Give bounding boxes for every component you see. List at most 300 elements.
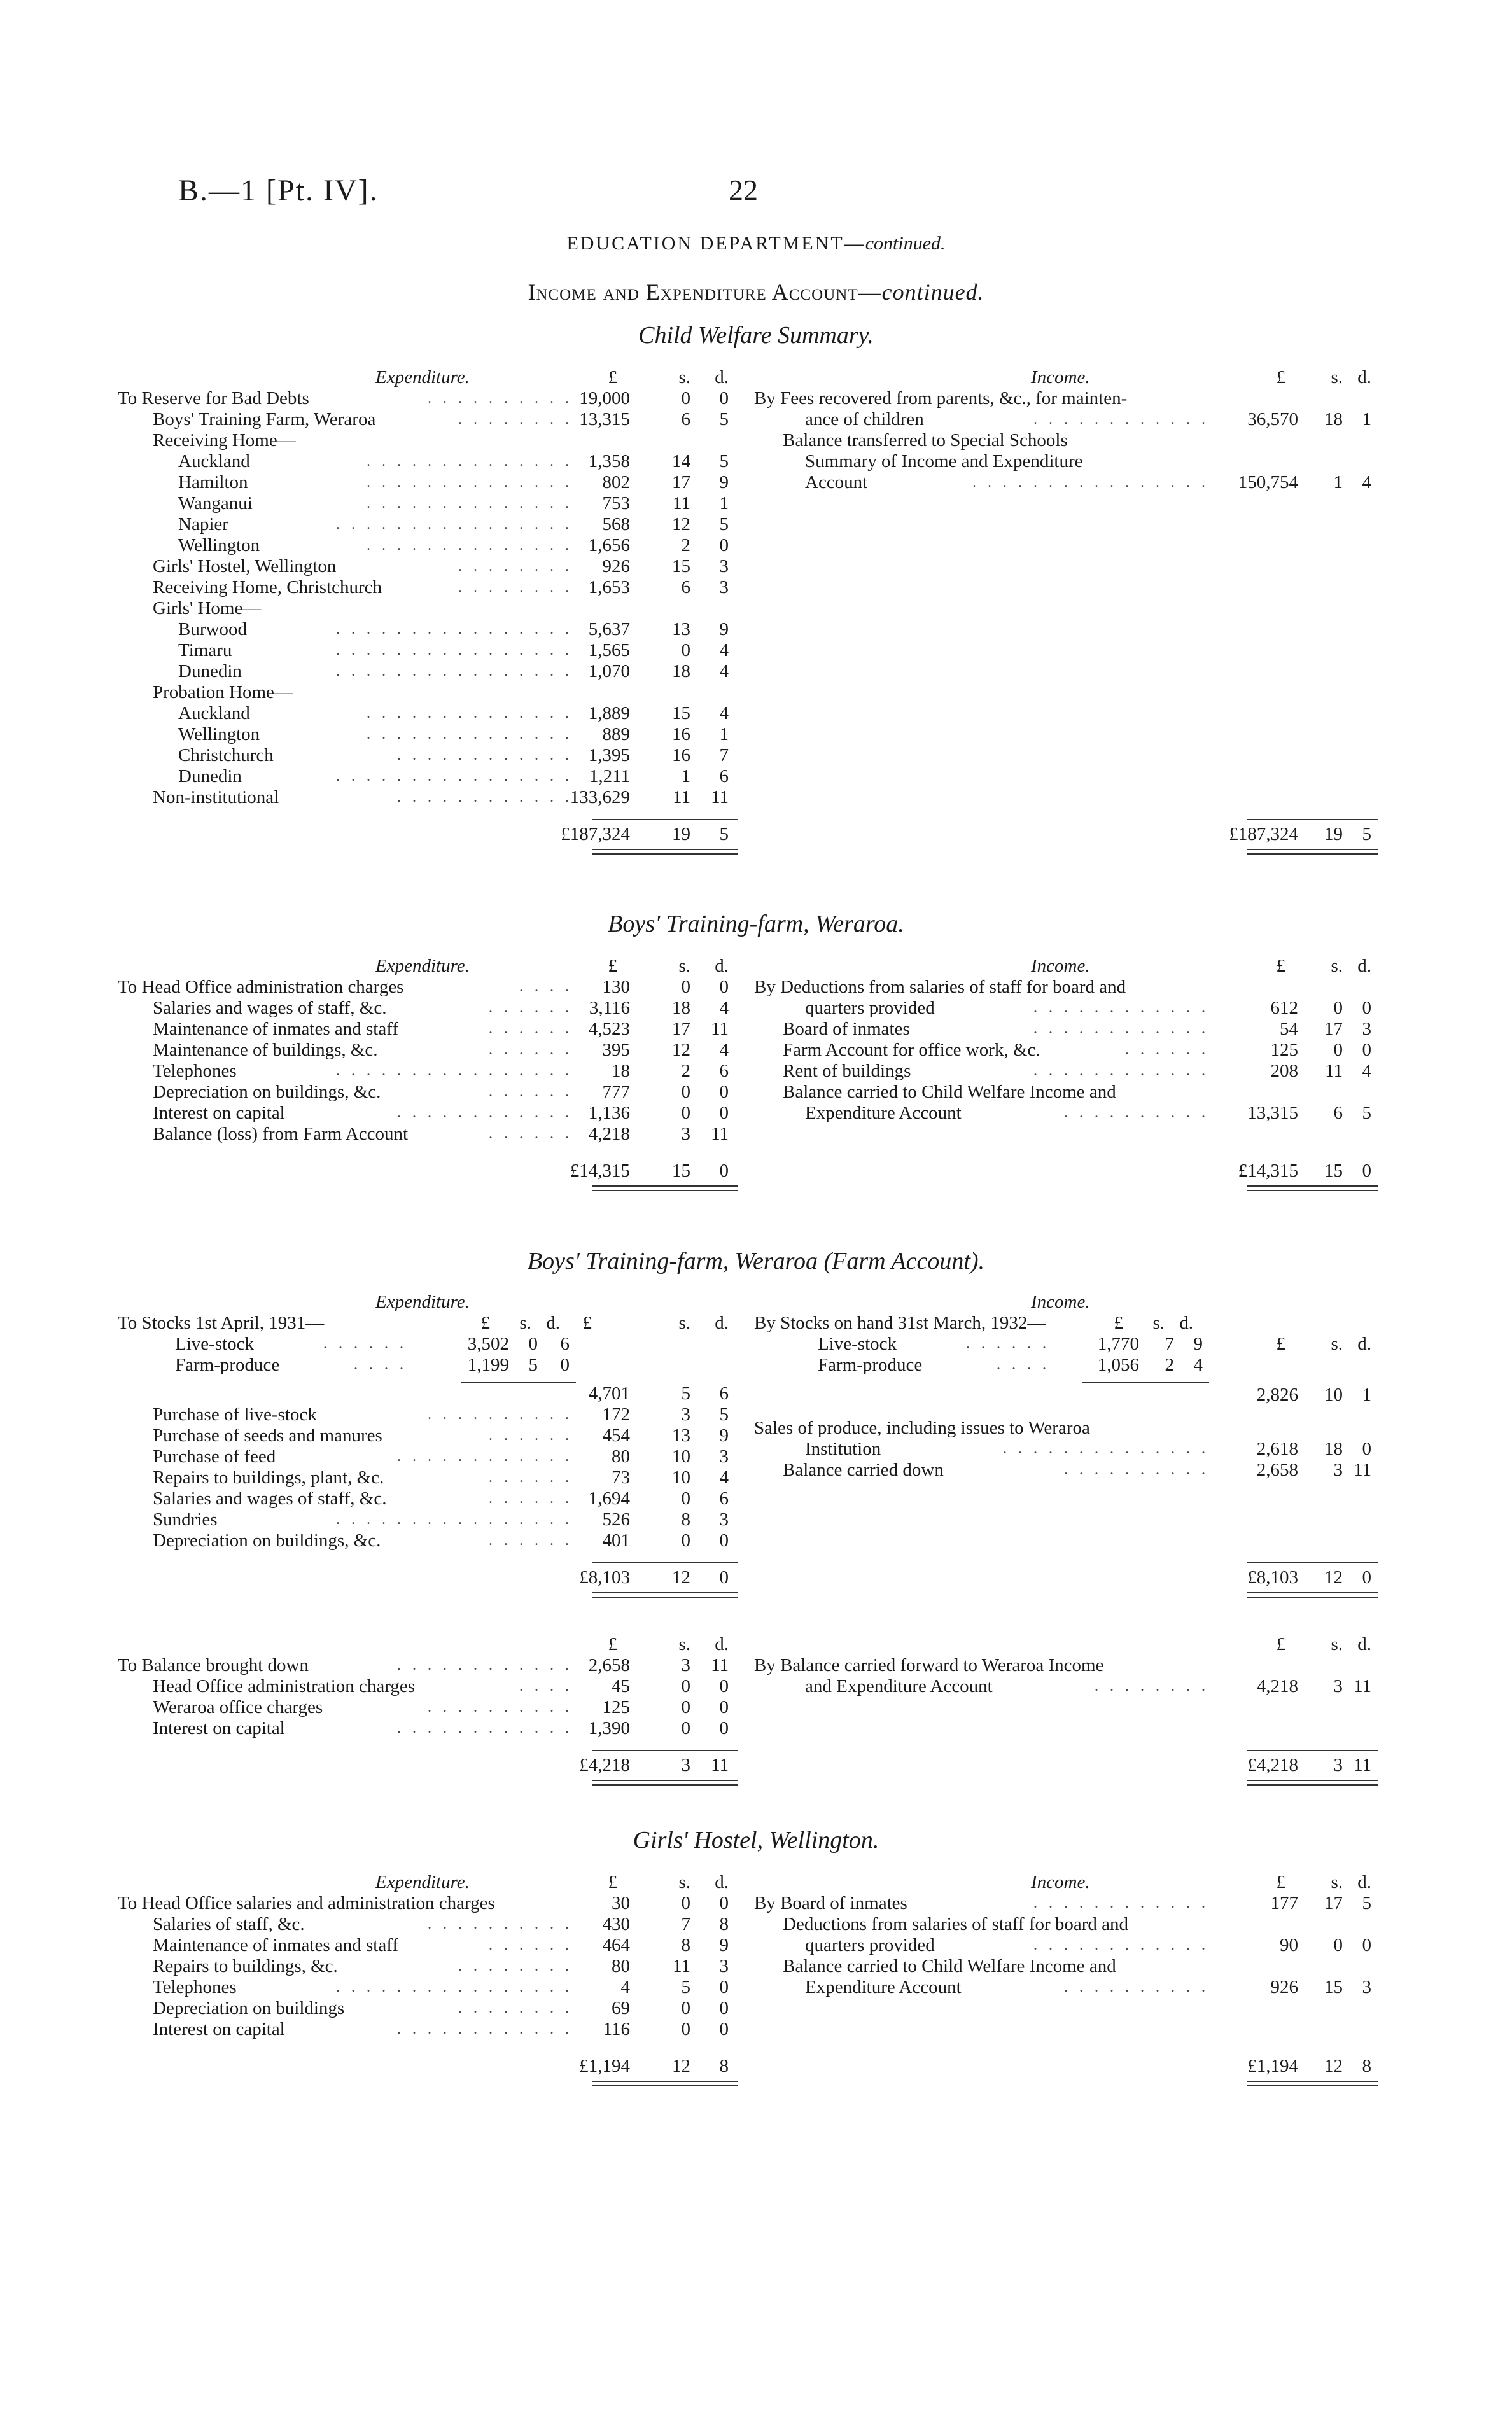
expenditure-item-pounds: 526 bbox=[602, 1509, 630, 1530]
expenditure-item-pounds: 172 bbox=[602, 1404, 630, 1425]
expenditure-item-pounds: 69 bbox=[612, 1998, 630, 2018]
expenditure-total-shillings: 15 bbox=[672, 1161, 690, 1181]
expenditure-total-pounds: £187,324 bbox=[561, 824, 630, 844]
income-total-pounds: £8,103 bbox=[1247, 1567, 1298, 1588]
expenditure-item-shillings: 11 bbox=[673, 1956, 690, 1976]
expenditure-item-pence: 0 bbox=[719, 1697, 729, 1717]
expenditure-item-pence: 6 bbox=[719, 1488, 729, 1509]
income-item-shillings: 11 bbox=[1325, 1061, 1343, 1081]
subtotal-rule bbox=[592, 819, 738, 820]
stock-shillings: 0 bbox=[528, 1334, 538, 1354]
dot-leader: . . . . bbox=[997, 1357, 1050, 1373]
expenditure-item-pence: 4 bbox=[719, 640, 729, 660]
expenditure-item-label: Timaru bbox=[178, 640, 232, 660]
income-item-pounds: 2,658 bbox=[1256, 1460, 1298, 1480]
dot-leader: . . . . . . . . bbox=[458, 1958, 573, 1974]
expenditure-item-pence: 0 bbox=[719, 1977, 729, 1997]
dot-leader: . . . . . . . . . . . . . . bbox=[367, 537, 573, 554]
expenditure-item-shillings: 3 bbox=[681, 1655, 690, 1675]
expenditure-item-pounds: 80 bbox=[612, 1956, 630, 1976]
expenditure-item-pounds: 19,000 bbox=[579, 388, 630, 409]
expenditure-item-pence: 11 bbox=[711, 1655, 729, 1675]
income-total-pounds: £4,218 bbox=[1247, 1755, 1298, 1775]
dot-leader: . . . . bbox=[519, 1678, 573, 1695]
expenditure-item-shillings: 6 bbox=[681, 409, 690, 430]
expenditure-heading: Expenditure. bbox=[375, 1292, 470, 1312]
expenditure-item-label: Hamilton bbox=[178, 472, 248, 493]
department-name: EDUCATION DEPARTMENT— bbox=[566, 233, 865, 254]
income-item-shillings: 0 bbox=[1333, 1935, 1343, 1955]
pound-symbol: £ bbox=[1276, 1634, 1285, 1654]
dot-leader: . . . . . . . . . . . . . . . . bbox=[336, 621, 573, 638]
expenditure-item-shillings: 10 bbox=[672, 1446, 690, 1467]
expenditure-item-shillings: 15 bbox=[672, 556, 690, 577]
shilling-symbol: s. bbox=[678, 956, 690, 976]
expenditure-item-label: To Reserve for Bad Debts bbox=[118, 388, 309, 409]
expenditure-item-shillings: 13 bbox=[672, 1425, 690, 1446]
income-item-pence: 0 bbox=[1362, 1439, 1371, 1459]
expenditure-item-pence: 4 bbox=[719, 661, 729, 681]
department-heading bbox=[0, 233, 1512, 255]
expenditure-item-shillings: 8 bbox=[681, 1509, 690, 1530]
expenditure-item-shillings: 0 bbox=[681, 1530, 690, 1551]
income-heading: Income. bbox=[1031, 1872, 1090, 1892]
income-item-pounds: 4,218 bbox=[1256, 1676, 1298, 1696]
expenditure-item-pounds: 401 bbox=[602, 1530, 630, 1551]
expenditure-item-shillings: 0 bbox=[681, 1103, 690, 1123]
shilling-symbol: s. bbox=[678, 367, 690, 388]
expenditure-stocks-total-pounds: 4,701 bbox=[588, 1383, 630, 1404]
income-total-shillings: 19 bbox=[1324, 824, 1343, 844]
income-item-pence: 3 bbox=[1362, 1019, 1371, 1039]
expenditure-item-pounds: 4 bbox=[620, 1977, 630, 1997]
dot-leader: . . . . . . . . . . . . bbox=[397, 2021, 573, 2037]
expenditure-item-label: Boys' Training Farm, Weraroa bbox=[153, 409, 376, 430]
dot-leader: . . . . . . . . . . . . . . . . bbox=[336, 663, 573, 680]
dot-leader: . . . . . . . . . . . . . . . . bbox=[336, 1511, 573, 1528]
dot-leader: . . . . bbox=[519, 979, 573, 995]
document-reference: B.—1 [Pt. IV]. bbox=[178, 174, 379, 207]
income-item-pounds: 54 bbox=[1280, 1019, 1298, 1039]
dot-leader: . . . . . . bbox=[489, 1021, 573, 1037]
expenditure-item-shillings: 1 bbox=[681, 766, 690, 786]
dot-leader: . . . . bbox=[354, 1357, 407, 1373]
expenditure-item-pence: 0 bbox=[719, 1530, 729, 1551]
dot-leader: . . . . . . . . . . . . bbox=[1033, 1895, 1209, 1911]
income-item-label: Deductions from salaries of staff for board and bbox=[783, 1914, 1129, 1934]
pound-symbol: £ bbox=[480, 1313, 490, 1333]
expenditure-item-shillings: 6 bbox=[681, 577, 690, 598]
expenditure-item-label: Wanganui bbox=[178, 493, 253, 514]
dot-leader: . . . . . . . . bbox=[458, 558, 573, 575]
dot-leader: . . . . . . . . . . . . . . . . bbox=[336, 516, 573, 533]
expenditure-item-label: Balance (loss) from Farm Account bbox=[153, 1124, 409, 1144]
dot-leader: . . . . . . . . . . . . . . bbox=[367, 474, 573, 491]
income-item-pence: 4 bbox=[1362, 1061, 1371, 1081]
income-total-pence: 11 bbox=[1354, 1755, 1371, 1775]
income-total-pence: 0 bbox=[1362, 1567, 1371, 1588]
expenditure-item-pounds: 464 bbox=[602, 1935, 630, 1955]
dot-leader: . . . . . . . . . . . . . . . . bbox=[336, 1979, 573, 1995]
expenditure-item-shillings: 0 bbox=[681, 1488, 690, 1509]
expenditure-item-pence: 3 bbox=[719, 577, 729, 598]
income-item-label: By Deductions from salaries of staff for board and bbox=[754, 977, 1126, 997]
income-item-label: Farm Account for office work, &c. bbox=[783, 1040, 1040, 1060]
income-stocks-label: By Stocks on hand 31st March, 1932— bbox=[754, 1313, 1046, 1333]
expenditure-item-shillings: 0 bbox=[681, 1676, 690, 1696]
subtotal-rule bbox=[1247, 1750, 1378, 1751]
dot-leader: . . . . . . . . . . bbox=[428, 1406, 573, 1423]
income-item-pence: 0 bbox=[1362, 998, 1371, 1018]
dot-leader: . . . . . . bbox=[489, 1042, 573, 1058]
expenditure-item-shillings: 11 bbox=[673, 787, 690, 807]
expenditure-item-pence: 0 bbox=[719, 1893, 729, 1913]
income-item-label: Expenditure Account bbox=[805, 1103, 962, 1123]
section-title: Boys' Training-farm, Weraroa (Farm Account). bbox=[527, 1248, 985, 1275]
expenditure-item-pounds: 1,070 bbox=[588, 661, 630, 681]
expenditure-item-pence: 9 bbox=[719, 472, 729, 493]
expenditure-item-pounds: 3,116 bbox=[589, 998, 630, 1018]
expenditure-item-pounds: 116 bbox=[603, 2019, 630, 2039]
expenditure-item-pence: 11 bbox=[711, 787, 729, 807]
expenditure-item-label: Salaries of staff, &c. bbox=[153, 1914, 305, 1934]
total-double-rule bbox=[592, 2081, 738, 2086]
expenditure-heading: Expenditure. bbox=[375, 367, 470, 388]
subtotal-rule bbox=[461, 1382, 576, 1383]
expenditure-item-pounds: 568 bbox=[602, 514, 630, 535]
shilling-symbol: s. bbox=[1331, 1872, 1343, 1892]
income-item-pounds: 177 bbox=[1270, 1893, 1298, 1913]
pound-symbol: £ bbox=[582, 1313, 592, 1333]
expenditure-item-pence: 5 bbox=[719, 1404, 729, 1425]
expenditure-item-shillings: 18 bbox=[672, 998, 690, 1018]
expenditure-item-label: To Head Office administration charges bbox=[118, 977, 404, 997]
income-stocks-total-pence: 1 bbox=[1362, 1385, 1371, 1405]
stock-pence: 0 bbox=[560, 1355, 570, 1375]
page-number: 22 bbox=[729, 174, 758, 206]
expenditure-total-shillings: 3 bbox=[681, 1755, 690, 1775]
dot-leader: . . . . . . bbox=[1125, 1042, 1209, 1058]
dot-leader: . . . . . . . . . . . . bbox=[1033, 1937, 1209, 1953]
expenditure-item-shillings: 11 bbox=[673, 493, 690, 514]
expenditure-item-shillings: 8 bbox=[681, 1935, 690, 1955]
expenditure-item-pence: 3 bbox=[719, 1956, 729, 1976]
shilling-symbol: s. bbox=[1331, 1334, 1343, 1354]
total-double-rule bbox=[592, 1185, 738, 1191]
expenditure-item-pounds: 395 bbox=[602, 1040, 630, 1060]
income-item-shillings: 18 bbox=[1324, 1439, 1343, 1459]
income-item-pence: 3 bbox=[1362, 1977, 1371, 1997]
expenditure-item-label: Telephones bbox=[153, 1977, 237, 1997]
expenditure-item-pounds: 777 bbox=[602, 1082, 630, 1102]
pence-symbol: d. bbox=[1179, 1313, 1193, 1333]
pence-symbol: d. bbox=[1357, 367, 1371, 388]
expenditure-stocks-total-pence: 6 bbox=[719, 1383, 729, 1404]
dot-leader: . . . . . . . . . . . . . . . . bbox=[336, 642, 573, 659]
pence-symbol: d. bbox=[1357, 1634, 1371, 1654]
expenditure-item-label: Depreciation on buildings, &c. bbox=[153, 1082, 381, 1102]
expenditure-stock-item: Farm-produce bbox=[175, 1355, 280, 1375]
pound-symbol: £ bbox=[1276, 1872, 1285, 1892]
expenditure-item-pounds: 30 bbox=[612, 1893, 630, 1913]
income-item-pence: 11 bbox=[1354, 1460, 1371, 1480]
dot-leader: . . . . . . . . . . . . . . bbox=[367, 705, 573, 722]
income-item-pence: 1 bbox=[1362, 409, 1371, 430]
pence-symbol: d. bbox=[715, 1313, 729, 1333]
expenditure-item-shillings: 5 bbox=[681, 1977, 690, 1997]
dot-leader: . . . . . . . . . . . . bbox=[1033, 411, 1209, 428]
expenditure-item-label: Christchurch bbox=[178, 745, 274, 765]
expenditure-item-label: Auckland bbox=[178, 451, 250, 472]
pence-symbol: d. bbox=[1357, 1334, 1371, 1354]
expenditure-item-pence: 9 bbox=[719, 1935, 729, 1955]
expenditure-item-pence: 0 bbox=[719, 2019, 729, 2039]
shilling-symbol: s. bbox=[1331, 1634, 1343, 1654]
expenditure-item-shillings: 17 bbox=[672, 472, 690, 493]
income-item-pence: 11 bbox=[1354, 1676, 1371, 1696]
total-double-rule bbox=[1247, 2081, 1378, 2086]
income-item-label: Institution bbox=[805, 1439, 881, 1459]
expenditure-item-pence: 3 bbox=[719, 1509, 729, 1530]
pound-symbol: £ bbox=[1276, 1334, 1285, 1354]
income-item-pence: 5 bbox=[1362, 1893, 1371, 1913]
expenditure-item-label: Maintenance of inmates and staff bbox=[153, 1935, 398, 1955]
expenditure-item-label: Depreciation on buildings bbox=[153, 1998, 345, 2018]
expenditure-item-shillings: 15 bbox=[672, 703, 690, 723]
expenditure-item-pounds: 4,218 bbox=[588, 1124, 630, 1144]
income-item-pounds: 926 bbox=[1270, 1977, 1298, 1997]
expenditure-item-shillings: 0 bbox=[681, 1082, 690, 1102]
expenditure-item-shillings: 2 bbox=[681, 1061, 690, 1081]
stock-pounds: 3,502 bbox=[467, 1334, 509, 1354]
expenditure-item-pence: 0 bbox=[719, 1998, 729, 2018]
income-item-pounds: 36,570 bbox=[1247, 409, 1298, 430]
expenditure-item-pence: 4 bbox=[719, 703, 729, 723]
income-item-shillings: 0 bbox=[1333, 998, 1343, 1018]
pence-symbol: d. bbox=[1357, 1872, 1371, 1892]
expenditure-item-pounds: 130 bbox=[602, 977, 630, 997]
dot-leader: . . . . . . . . . . . . bbox=[397, 1720, 573, 1737]
expenditure-item-pence: 0 bbox=[719, 1103, 729, 1123]
income-heading: Income. bbox=[1031, 1292, 1090, 1312]
subtotal-rule bbox=[1247, 1562, 1378, 1563]
pence-symbol: d. bbox=[715, 956, 729, 976]
income-total-pounds: £1,194 bbox=[1247, 2056, 1298, 2076]
account-heading bbox=[0, 279, 1512, 305]
shilling-symbol: s. bbox=[1152, 1313, 1165, 1333]
expenditure-item-pounds: 1,656 bbox=[588, 535, 630, 556]
dot-leader: . . . . . . bbox=[489, 1000, 573, 1016]
income-item-label: Balance carried to Child Welfare Income and bbox=[783, 1082, 1116, 1102]
expenditure-item-pounds: 1,565 bbox=[588, 640, 630, 660]
income-item-pounds: 208 bbox=[1270, 1061, 1298, 1081]
dot-leader: . . . . . . bbox=[323, 1336, 407, 1352]
expenditure-item-label: Salaries and wages of staff, &c. bbox=[153, 998, 387, 1018]
dot-leader: . . . . . . bbox=[489, 1126, 573, 1142]
expenditure-item-shillings: 0 bbox=[681, 977, 690, 997]
expenditure-item-label: Interest on capital bbox=[153, 1103, 285, 1123]
income-item-label: Board of inmates bbox=[783, 1019, 910, 1039]
dot-leader: . . . . . . . . bbox=[458, 411, 573, 428]
income-stocks-total-shillings: 10 bbox=[1324, 1385, 1343, 1405]
total-double-rule bbox=[1247, 1592, 1378, 1598]
dot-leader: . . . . . . . . . . bbox=[428, 390, 573, 407]
expenditure-item-pence: 0 bbox=[719, 1082, 729, 1102]
income-total-shillings: 15 bbox=[1324, 1161, 1343, 1181]
income-item-shillings: 3 bbox=[1333, 1460, 1343, 1480]
income-item-shillings: 3 bbox=[1333, 1676, 1343, 1696]
expenditure-item-pounds: 45 bbox=[612, 1676, 630, 1696]
expenditure-item-shillings: 7 bbox=[681, 1914, 690, 1934]
income-total-shillings: 3 bbox=[1333, 1755, 1343, 1775]
income-item-label: Rent of buildings bbox=[783, 1061, 911, 1081]
shilling-symbol: s. bbox=[678, 1634, 690, 1654]
expenditure-item-shillings: 18 bbox=[672, 661, 690, 681]
expenditure-item-pence: 3 bbox=[719, 1446, 729, 1467]
expenditure-item-label: Receiving Home, Christchurch bbox=[153, 577, 382, 598]
expenditure-item-label: Burwood bbox=[178, 619, 247, 639]
pence-symbol: d. bbox=[715, 1634, 729, 1654]
pound-symbol: £ bbox=[1276, 367, 1285, 388]
expenditure-item-label: Purchase of feed bbox=[153, 1446, 276, 1467]
expenditure-item-label: Telephones bbox=[153, 1061, 237, 1081]
expenditure-item-label: Girls' Hostel, Wellington bbox=[153, 556, 337, 577]
expenditure-total-pounds: £14,315 bbox=[570, 1161, 630, 1181]
total-double-rule bbox=[1247, 849, 1378, 855]
expenditure-total-pounds: £4,218 bbox=[579, 1755, 630, 1775]
income-item-label: quarters provided bbox=[805, 998, 935, 1018]
dot-leader: . . . . . . . . . . . . . . bbox=[367, 453, 573, 470]
account-name: Income and Expenditure Account— bbox=[528, 279, 882, 305]
dot-leader: . . . . . . bbox=[489, 1084, 573, 1100]
pound-symbol: £ bbox=[608, 367, 617, 388]
expenditure-total-pence: 0 bbox=[719, 1567, 729, 1588]
expenditure-item-shillings: 12 bbox=[672, 514, 690, 535]
income-item-label: Expenditure Account bbox=[805, 1977, 962, 1997]
expenditure-item-pence: 11 bbox=[711, 1019, 729, 1039]
expenditure-item-pounds: 1,395 bbox=[588, 745, 630, 765]
expenditure-item-pence: 1 bbox=[719, 724, 729, 744]
income-item-pence: 0 bbox=[1362, 1935, 1371, 1955]
expenditure-total-shillings: 19 bbox=[672, 824, 690, 844]
dot-leader: . . . . . . . . . . . . . . . . bbox=[972, 474, 1209, 491]
dot-leader: . . . . . . bbox=[489, 1469, 573, 1486]
pound-symbol: £ bbox=[1276, 956, 1285, 976]
expenditure-item-pounds: 926 bbox=[602, 556, 630, 577]
stock-shillings: 5 bbox=[528, 1355, 538, 1375]
dot-leader: . . . . . . bbox=[489, 1937, 573, 1953]
expenditure-item-label: Wellington bbox=[178, 724, 260, 744]
dot-leader: . . . . . . . . . . . . bbox=[397, 747, 573, 764]
expenditure-item-label: Napier bbox=[178, 514, 228, 535]
expenditure-item-pence: 11 bbox=[711, 1124, 729, 1144]
income-stocks-total-pounds: 2,826 bbox=[1256, 1385, 1298, 1405]
expenditure-item-pounds: 1,390 bbox=[588, 1718, 630, 1738]
income-item-label: Summary of Income and Expenditure bbox=[805, 451, 1083, 472]
income-item-pounds: 612 bbox=[1270, 998, 1298, 1018]
shilling-symbol: s. bbox=[678, 1313, 690, 1333]
department-continued: continued. bbox=[865, 233, 946, 254]
income-item-shillings: 15 bbox=[1324, 1977, 1343, 1997]
expenditure-item-pence: 1 bbox=[719, 493, 729, 514]
pence-symbol: d. bbox=[1357, 956, 1371, 976]
expenditure-item-label: Depreciation on buildings, &c. bbox=[153, 1530, 381, 1551]
expenditure-item-pence: 5 bbox=[719, 514, 729, 535]
expenditure-total-pounds: £8,103 bbox=[579, 1567, 630, 1588]
expenditure-item-shillings: 3 bbox=[681, 1124, 690, 1144]
dot-leader: . . . . . . . . . . . . . . bbox=[367, 495, 573, 512]
income-item-shillings: 17 bbox=[1324, 1019, 1343, 1039]
income-item-shillings: 6 bbox=[1333, 1103, 1343, 1123]
expenditure-item-pence: 0 bbox=[719, 535, 729, 556]
subtotal-rule bbox=[1082, 1382, 1209, 1383]
expenditure-item-pence: 0 bbox=[719, 388, 729, 409]
income-stock-item: Live-stock bbox=[818, 1334, 897, 1354]
expenditure-item-shillings: 16 bbox=[672, 745, 690, 765]
expenditure-item-shillings: 0 bbox=[681, 1697, 690, 1717]
expenditure-item-label: Receiving Home— bbox=[153, 430, 296, 451]
dot-leader: . . . . . . . . bbox=[1095, 1678, 1209, 1695]
pound-symbol: £ bbox=[608, 1634, 617, 1654]
total-double-rule bbox=[1247, 1185, 1378, 1191]
expenditure-item-pounds: 2,658 bbox=[588, 1655, 630, 1675]
subtotal-rule bbox=[592, 1750, 738, 1751]
expenditure-item-shillings: 0 bbox=[681, 1893, 690, 1913]
expenditure-item-pence: 9 bbox=[719, 1425, 729, 1446]
expenditure-stock-item: Live-stock bbox=[175, 1334, 255, 1354]
expenditure-item-pounds: 1,694 bbox=[588, 1488, 630, 1509]
dot-leader: . . . . . . . . . . . . bbox=[1033, 1000, 1209, 1016]
expenditure-item-label: Probation Home— bbox=[153, 682, 293, 702]
income-item-label: By Fees recovered from parents, &c., for mainten- bbox=[754, 388, 1128, 409]
expenditure-item-pounds: 753 bbox=[602, 493, 630, 514]
expenditure-item-label: Dunedin bbox=[178, 766, 242, 786]
expenditure-total-shillings: 12 bbox=[672, 1567, 690, 1588]
expenditure-item-pounds: 430 bbox=[602, 1914, 630, 1934]
expenditure-total-pence: 0 bbox=[719, 1161, 729, 1181]
expenditure-item-label: Interest on capital bbox=[153, 2019, 285, 2039]
income-item-pence: 4 bbox=[1362, 472, 1371, 493]
dot-leader: . . . . . . . . . . . . bbox=[1033, 1021, 1209, 1037]
expenditure-item-pence: 5 bbox=[719, 409, 729, 430]
dot-leader: . . . . . . . . . . . . bbox=[1033, 1063, 1209, 1079]
stock-shillings: 7 bbox=[1165, 1334, 1174, 1354]
income-item-label: and Expenditure Account bbox=[805, 1676, 993, 1696]
income-total-shillings: 12 bbox=[1324, 1567, 1343, 1588]
income-item-label: Sales of produce, including issues to Weraroa bbox=[754, 1418, 1090, 1438]
income-item-label: By Board of inmates bbox=[754, 1893, 907, 1913]
expenditure-total-shillings: 12 bbox=[672, 2056, 690, 2076]
total-double-rule bbox=[592, 1592, 738, 1598]
dot-leader: . . . . . . . . . . . . . . bbox=[1003, 1441, 1209, 1457]
expenditure-item-label: Maintenance of buildings, &c. bbox=[153, 1040, 378, 1060]
expenditure-stocks-total-shillings: 5 bbox=[681, 1383, 690, 1404]
expenditure-item-label: Interest on capital bbox=[153, 1718, 285, 1738]
expenditure-item-pence: 0 bbox=[719, 1718, 729, 1738]
stock-pence: 6 bbox=[560, 1334, 570, 1354]
expenditure-total-pence: 8 bbox=[719, 2056, 729, 2076]
pence-symbol: d. bbox=[715, 367, 729, 388]
stock-pounds: 1,770 bbox=[1097, 1334, 1139, 1354]
expenditure-item-pounds: 5,637 bbox=[588, 619, 630, 639]
expenditure-item-shillings: 2 bbox=[681, 535, 690, 556]
expenditure-item-pounds: 1,653 bbox=[588, 577, 630, 598]
income-total-shillings: 12 bbox=[1324, 2056, 1343, 2076]
subtotal-rule bbox=[1247, 819, 1378, 820]
expenditure-item-shillings: 17 bbox=[672, 1019, 690, 1039]
stock-pence: 9 bbox=[1193, 1334, 1203, 1354]
expenditure-item-label: To Balance brought down bbox=[118, 1655, 309, 1675]
